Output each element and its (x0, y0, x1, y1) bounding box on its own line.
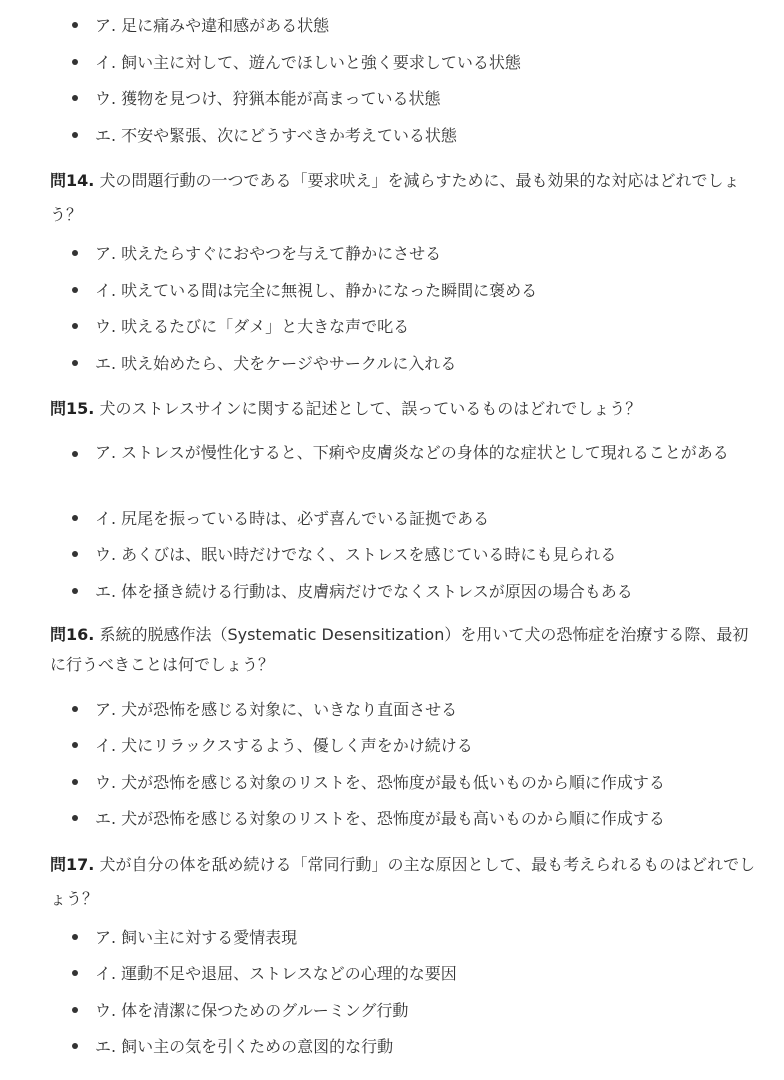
option-item: ウ. 犬が恐怖を感じる対象のリストを、恐怖度が最も低いものから順に作成する (95, 773, 665, 792)
bullet-icon (72, 588, 78, 594)
option-item: エ. 犬が恐怖を感じる対象のリストを、恐怖度が最も高いものから順に作成する (95, 809, 665, 828)
question-text: 犬が自分の体を舐め続ける「常同行動」の主な原因として、最も考えられるものはどれでしょう？ (50, 855, 756, 908)
option-item: ア. 足に痛みや違和感がある状態 (95, 16, 330, 35)
bullet-icon (72, 1007, 78, 1013)
option-item: ウ. あくびは、眠い時だけでなく、ストレスを感じている時にも見られる (95, 545, 617, 564)
option-item: ウ. 獲物を見つけ、狩猟本能が高まっている状態 (95, 89, 441, 108)
option-item: ウ. 体を清潔に保つためのグルーミング行動 (95, 1001, 409, 1020)
option-item: イ. 尻尾を振っている時は、必ず喜んでいる証拠である (95, 509, 490, 528)
option-item: ア. 吠えたらすぐにおやつを与えて静かにさせる (95, 244, 442, 263)
option-item: ア. 犬が恐怖を感じる対象に、いきなり直面させる (95, 700, 458, 719)
bullet-icon (72, 22, 78, 28)
question-text: 系統的脱感作法（Systematic Desensitization）を用いて犬の恐怖症を治療する際、最初に行うべきことは何でしょう？ (50, 625, 749, 674)
question-number: 問14. (50, 171, 95, 190)
question-number: 問15. (50, 399, 95, 418)
option-item: エ. 飼い主の気を引くための意図的な行動 (95, 1037, 394, 1056)
option-item: エ. 体を掻き続ける行動は、皮膚病だけでなくストレスが原因の場合もある (95, 582, 633, 601)
bullet-icon (72, 742, 78, 748)
question-17 (50, 848, 760, 916)
bullet-icon (72, 250, 78, 256)
question-number: 問16. (50, 625, 95, 644)
question-16 (50, 620, 760, 680)
option-item: ア. ストレスが慢性化すると、下痢や皮膚炎などの身体的な症状として現れることがある (95, 443, 729, 462)
bullet-icon (72, 1043, 78, 1049)
option-item: イ. 犬にリラックスするよう、優しく声をかけ続ける (95, 736, 473, 755)
bullet-icon (72, 970, 78, 976)
bullet-icon (72, 551, 78, 557)
bullet-icon (72, 451, 78, 457)
question-14 (50, 164, 760, 232)
bullet-icon (72, 706, 78, 712)
option-item: イ. 飼い主に対して、遊んでほしいと強く要求している状態 (95, 53, 521, 72)
option-item: イ. 吠えている間は完全に無視し、静かになった瞬間に褒める (95, 281, 538, 300)
bullet-icon (72, 360, 78, 366)
option-item: ア. 飼い主に対する愛情表現 (95, 928, 298, 947)
bullet-icon (72, 323, 78, 329)
bullet-icon (72, 515, 78, 521)
question-text: 犬のストレスサインに関する記述として、誤っているものはどれでしょう？ (99, 399, 642, 418)
bullet-icon (72, 779, 78, 785)
bullet-icon (72, 815, 78, 821)
question-number: 問17. (50, 855, 95, 874)
option-item: ウ. 吠えるたびに「ダメ」と大きな声で叱る (95, 317, 410, 336)
bullet-icon (72, 59, 78, 65)
bullet-icon (72, 95, 78, 101)
bullet-icon (72, 287, 78, 293)
question-15 (50, 392, 760, 426)
option-item: エ. 吠え始めたら、犬をケージやサークルに入れる (95, 354, 457, 373)
bullet-icon (72, 132, 78, 138)
question-text: 犬の問題行動の一つである「要求吠え」を減らすために、最も効果的な対応はどれでしょう？ (50, 171, 740, 224)
bullet-icon (72, 934, 78, 940)
option-item: イ. 運動不足や退屈、ストレスなどの心理的な要因 (95, 964, 457, 983)
option-item: エ. 不安や緊張、次にどうすべきか考えている状態 (95, 126, 457, 145)
